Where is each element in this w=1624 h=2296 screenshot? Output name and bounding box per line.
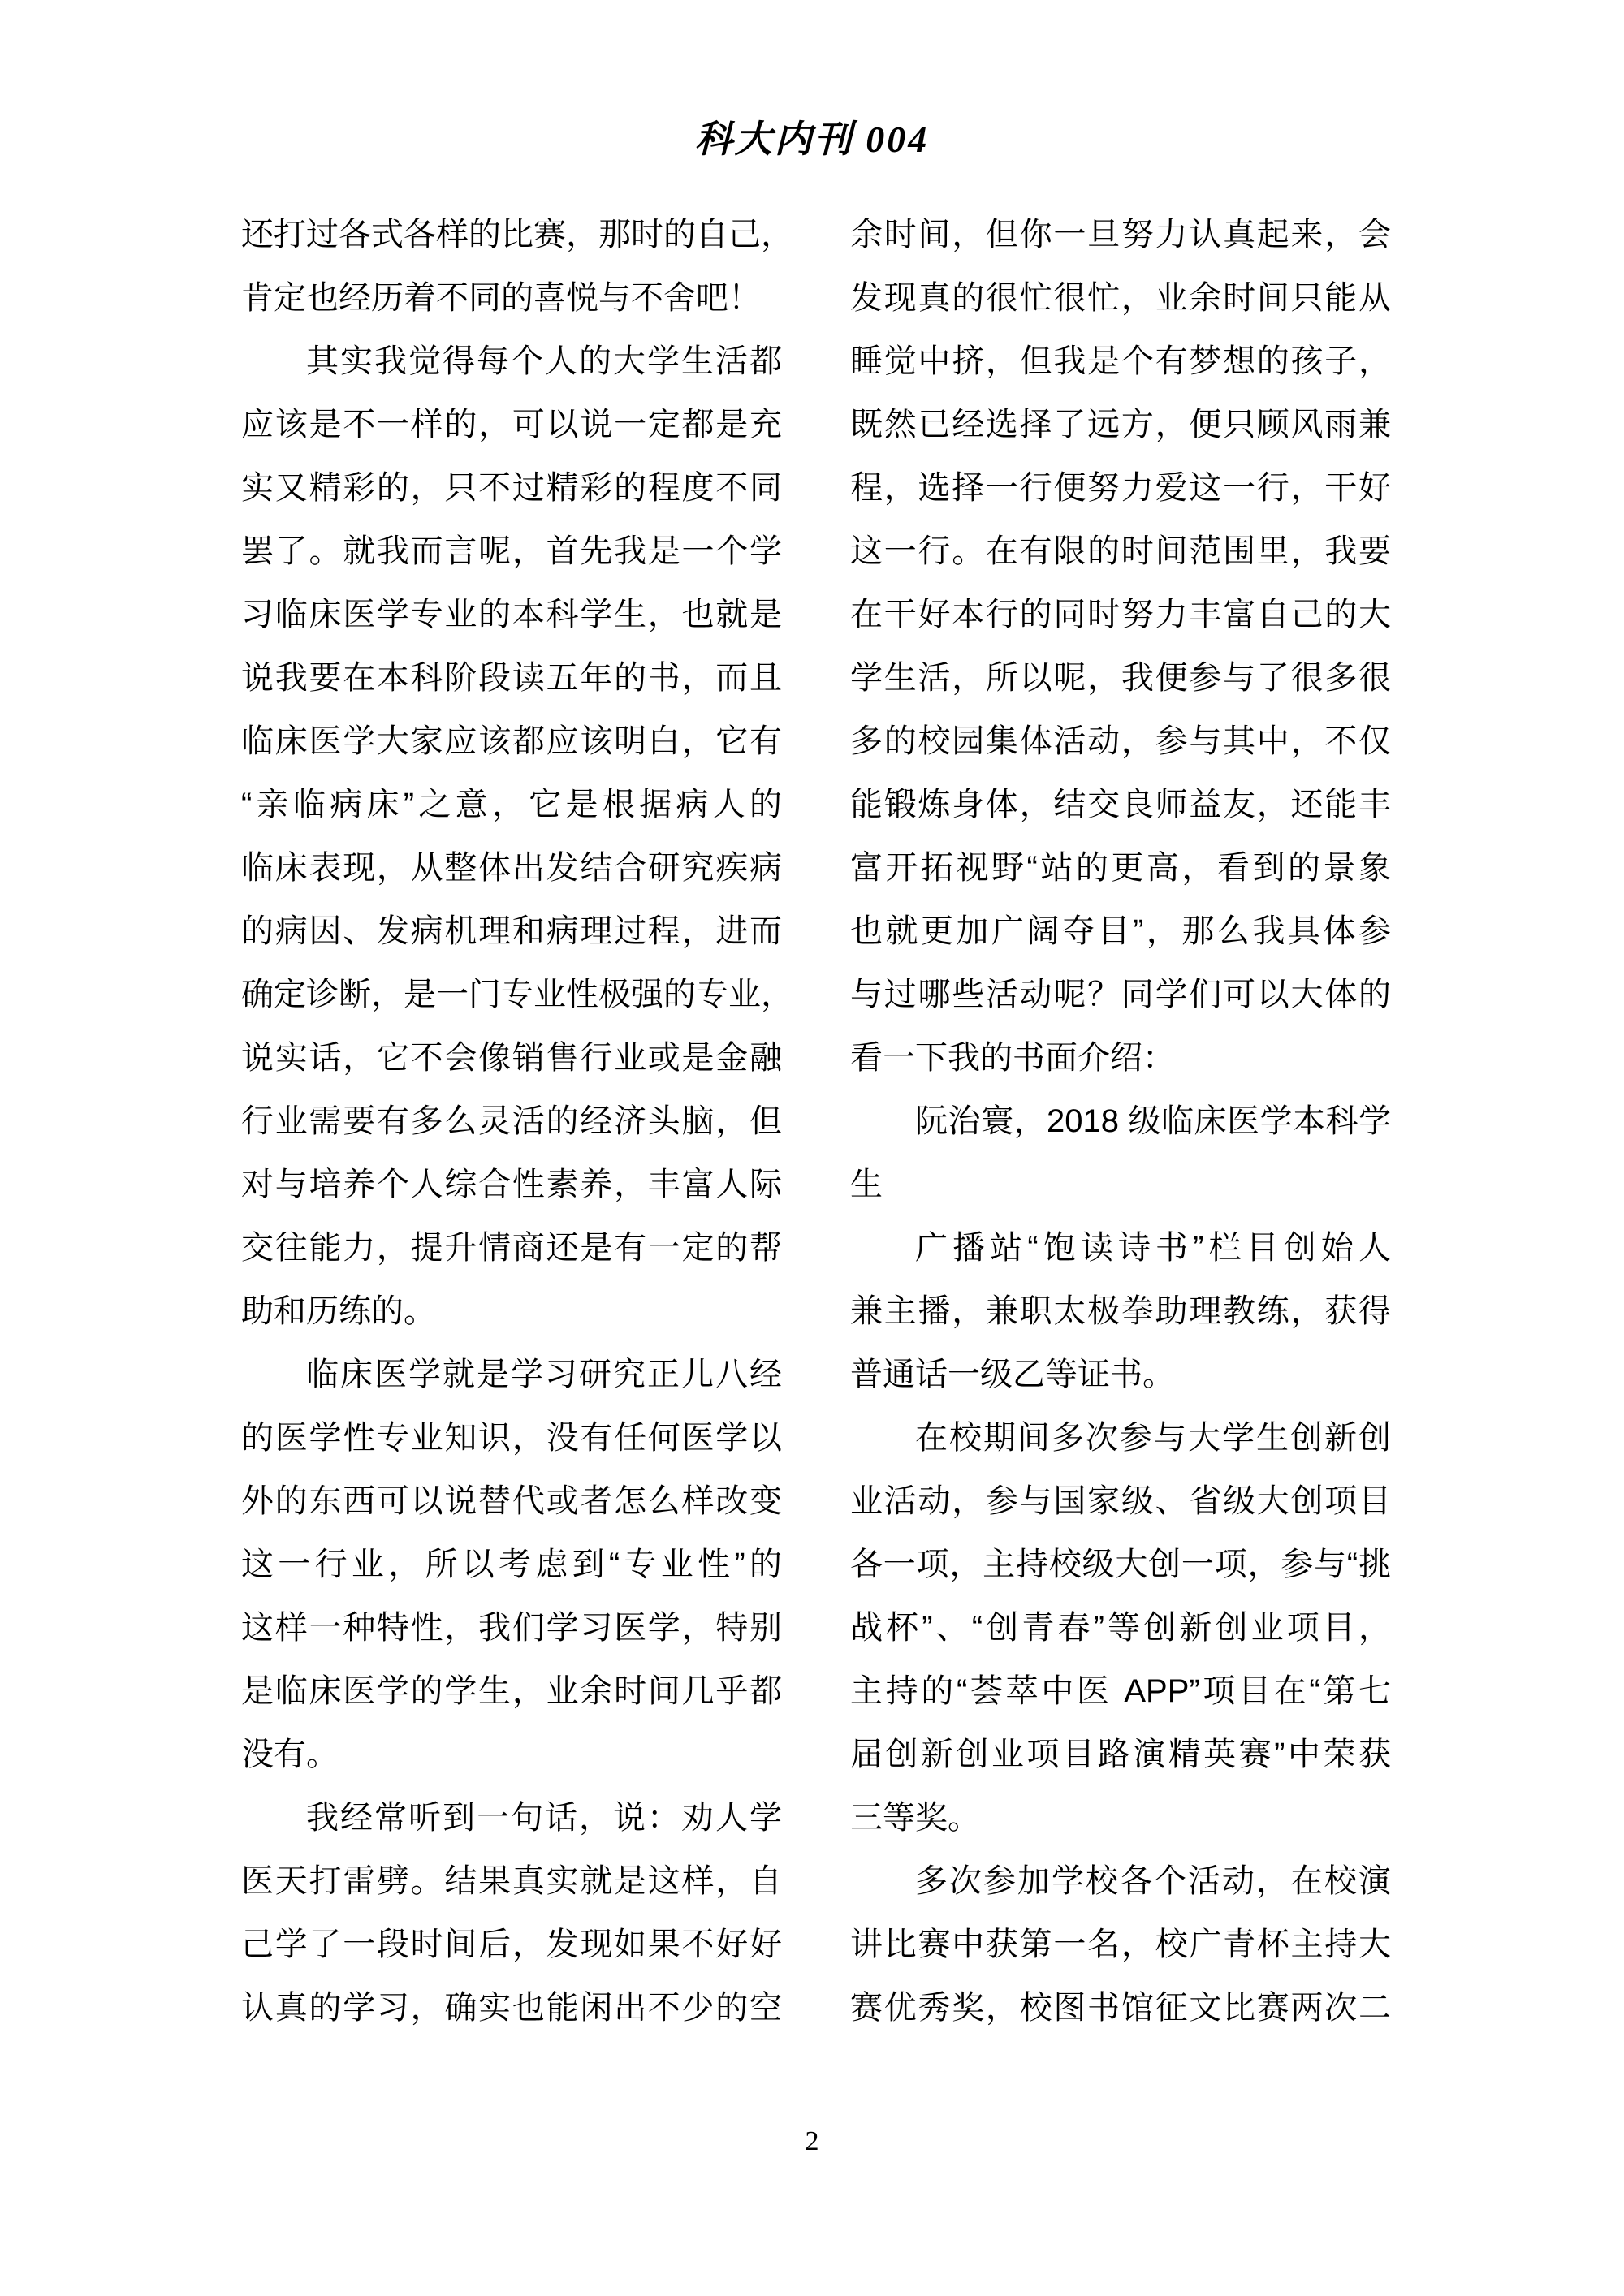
text-line: 在校期间多次参与大学生创新创 xyxy=(915,1420,1391,1456)
text-line: 广播站“饱读诗书”栏目创始人 xyxy=(915,1230,1391,1266)
text-line: 战杯”、“创青春”等创新创业项目， xyxy=(850,1610,1391,1646)
text-line: 届创新创业项目路演精英赛”中荣获 xyxy=(850,1737,1391,1772)
text-line: 看一下我的书面介绍： xyxy=(850,1040,1175,1076)
text-line: 主持的“荟萃中医 APP”项目在“第七 xyxy=(850,1673,1391,1709)
page-number: 2 xyxy=(805,2126,819,2156)
text-line: 生 xyxy=(850,1167,883,1202)
text-line: 阮治寰，2018 级临床医学本科学 xyxy=(915,1103,1391,1139)
text-line: 睡觉中挤，但我是个有梦想的孩子， xyxy=(850,343,1391,379)
left-column xyxy=(241,203,793,2039)
text-line: 业活动，参与国家级、省级大创项目 xyxy=(850,1483,1391,1519)
text-line: 也就更加广阔夺目”，那么我具体参 xyxy=(850,913,1391,949)
text-line: 普通话一级乙等证书。 xyxy=(850,1357,1175,1392)
text-line: 外的东西可以说替代或者怎么样改变 xyxy=(241,1483,782,1519)
text-line: 交往能力，提升情商还是有一定的帮 xyxy=(241,1230,782,1266)
text-line: 这样一种特性，我们学习医学，特别 xyxy=(241,1610,782,1646)
page-header-title: 科大内刊 004 xyxy=(694,119,930,160)
text-line: 临床表现，从整体出发结合研究疾病 xyxy=(241,850,782,886)
text-line: 余时间，但你一旦努力认真起来，会 xyxy=(850,217,1391,252)
text-line: 我经常听到一句话，说：劝人学 xyxy=(306,1800,782,1836)
text-line: 的医学性专业知识，没有任何医学以 xyxy=(241,1420,782,1456)
text-line: 多次参加学校各个活动，在校演 xyxy=(915,1863,1391,1899)
right-column xyxy=(850,203,1391,2039)
text-line: 医天打雷劈。结果真实就是这样，自 xyxy=(241,1863,782,1899)
text-line: 还打过各式各样的比赛，那时的自己， xyxy=(241,217,793,252)
text-line: 说我要在本科阶段读五年的书，而且 xyxy=(241,660,782,696)
text-line: 对与培养个人综合性素养，丰富人际 xyxy=(241,1167,782,1202)
text-line: 与过哪些活动呢？同学们可以大体的 xyxy=(850,977,1391,1012)
text-line: 说实话，它不会像销售行业或是金融 xyxy=(241,1040,782,1076)
text-line: 其实我觉得每个人的大学生活都 xyxy=(306,343,782,379)
text-line: 临床医学就是学习研究正儿八经 xyxy=(306,1357,782,1392)
text-line: 兼主播，兼职太极拳助理教练，获得 xyxy=(850,1293,1391,1329)
text-line: 发现真的很忙很忙，业余时间只能从 xyxy=(850,280,1391,316)
text-line: 确定诊断，是一门专业性极强的专业， xyxy=(241,977,793,1012)
text-line: 实又精彩的，只不过精彩的程度不同 xyxy=(241,470,782,506)
text-line: 赛优秀奖，校图书馆征文比赛两次二 xyxy=(850,1990,1391,2026)
text-line: 行业需要有多么灵活的经济头脑，但 xyxy=(241,1103,782,1139)
text-line: 助和历练的。 xyxy=(241,1293,436,1329)
text-line: 肯定也经历着不同的喜悦与不舍吧！ xyxy=(241,280,761,316)
text-line: 既然已经选择了远方，便只顾风雨兼 xyxy=(850,407,1391,442)
text-line: 罢了。就我而言呢，首先我是一个学 xyxy=(241,533,782,569)
text-line: 没有。 xyxy=(241,1737,339,1772)
text-line: 能锻炼身体，结交良师益友，还能丰 xyxy=(850,787,1391,822)
text-line: 的病因、发病机理和病理过程，进而 xyxy=(241,913,782,949)
text-line: 程，选择一行便努力爱这一行，干好 xyxy=(850,470,1391,506)
text-line: 己学了一段时间后，发现如果不好好 xyxy=(241,1927,782,1962)
text-line: 认真的学习，确实也能闲出不少的空 xyxy=(241,1990,782,2026)
text-line: 在干好本行的同时努力丰富自己的大 xyxy=(850,597,1391,632)
text-line: 各一项，主持校级大创一项，参与“挑 xyxy=(850,1547,1391,1582)
page-body xyxy=(241,203,1391,2039)
text-line: “亲临病床”之意，它是根据病人的 xyxy=(241,787,782,822)
text-line: 这一行。在有限的时间范围里，我要 xyxy=(850,533,1391,569)
text-line: 应该是不一样的，可以说一定都是充 xyxy=(241,407,782,442)
text-line: 是临床医学的学生，业余时间几乎都 xyxy=(241,1673,782,1709)
text-line: 习临床医学专业的本科学生，也就是 xyxy=(241,597,782,632)
text-line: 讲比赛中获第一名，校广青杯主持大 xyxy=(850,1927,1391,1962)
text-line: 这一行业，所以考虑到“专业性”的 xyxy=(241,1547,782,1582)
text-line: 多的校园集体活动，参与其中，不仅 xyxy=(850,723,1391,759)
text-line: 富开拓视野“站的更高，看到的景象 xyxy=(850,850,1391,886)
text-line: 学生活，所以呢，我便参与了很多很 xyxy=(850,660,1391,696)
text-line: 临床医学大家应该都应该明白，它有 xyxy=(241,723,782,759)
text-line: 三等奖。 xyxy=(850,1800,980,1836)
